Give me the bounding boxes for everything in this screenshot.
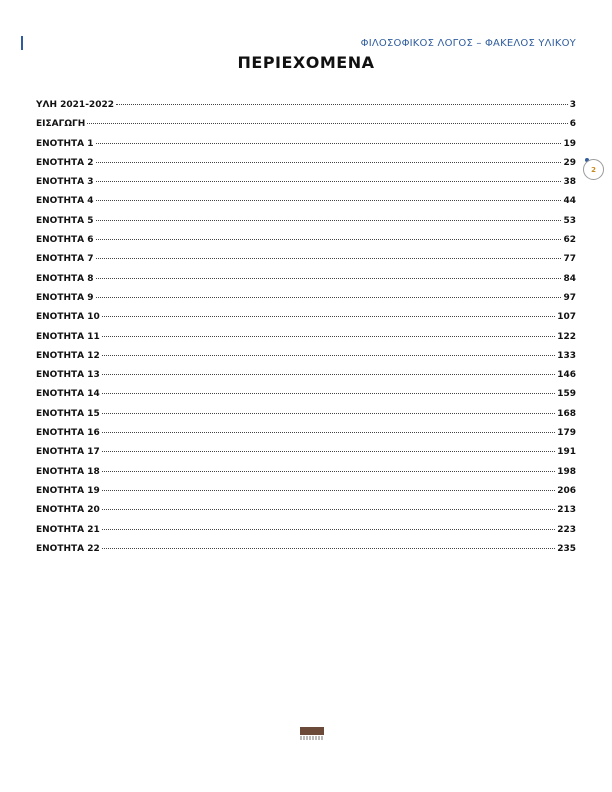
dot-leader xyxy=(102,374,555,375)
publisher-logo-icon xyxy=(300,727,324,740)
toc-entry-page: 38 xyxy=(563,177,576,188)
dot-leader xyxy=(102,490,555,491)
toc-entry-page: 97 xyxy=(563,292,576,303)
toc-entry-page: 84 xyxy=(563,273,576,284)
dot-leader xyxy=(102,355,555,356)
dot-leader xyxy=(116,104,568,105)
toc-entry-label: ΥΛΗ 2021-2022 xyxy=(36,100,114,110)
dot-leader xyxy=(102,413,555,414)
toc-entry[interactable] xyxy=(36,544,576,563)
toc-entry-label: ΕΝΟΤΗΤΑ 18 xyxy=(36,466,100,477)
toc-entry[interactable] xyxy=(36,158,576,177)
toc-entry[interactable] xyxy=(36,293,576,312)
dot-leader xyxy=(96,258,562,259)
toc-entry-page: 19 xyxy=(563,138,576,149)
toc-entry[interactable] xyxy=(36,254,576,273)
toc-entry[interactable] xyxy=(36,177,576,196)
toc-entry[interactable] xyxy=(36,332,576,351)
dot-leader xyxy=(102,509,555,510)
toc-entry[interactable] xyxy=(36,447,576,466)
toc-entry-page: 107 xyxy=(557,312,576,323)
toc-entry-label: ΕΝΟΤΗΤΑ 7 xyxy=(36,254,94,265)
toc-entry[interactable] xyxy=(36,486,576,505)
toc-entry-page: 6 xyxy=(569,119,576,130)
dot-leader xyxy=(96,239,562,240)
toc-entry-page: 235 xyxy=(557,543,576,554)
toc-entry-label: ΕΙΣΑΓΩΓΗ xyxy=(36,119,86,130)
toc-entry-page: 77 xyxy=(563,254,576,265)
dot-leader xyxy=(102,432,555,433)
toc-entry-page: 223 xyxy=(557,524,576,535)
toc-entry-page: 168 xyxy=(557,408,576,419)
dot-leader xyxy=(102,471,555,472)
toc-entry[interactable] xyxy=(36,235,576,254)
toc-entry[interactable] xyxy=(36,525,576,544)
table-of-contents xyxy=(36,100,576,563)
toc-entry[interactable] xyxy=(36,351,576,370)
toc-entry-page: 198 xyxy=(557,466,576,477)
toc-entry-label: ΕΝΟΤΗΤΑ 19 xyxy=(36,485,100,496)
dot-leader xyxy=(96,297,562,298)
toc-entry-label: ΕΝΟΤΗΤΑ 17 xyxy=(36,447,100,458)
toc-entry-label: ΕΝΟΤΗΤΑ 13 xyxy=(36,370,100,381)
dot-leader xyxy=(102,393,555,394)
toc-entry-label: ΕΝΟΤΗΤΑ 9 xyxy=(36,292,94,303)
toc-entry-page: 53 xyxy=(563,215,576,226)
toc-entry-label: ΕΝΟΤΗΤΑ 6 xyxy=(36,235,94,246)
toc-entry-page: 62 xyxy=(563,235,576,246)
toc-entry[interactable] xyxy=(36,389,576,408)
toc-entry-label: ΕΝΟΤΗΤΑ 21 xyxy=(36,524,100,535)
margin-accent-bar xyxy=(21,36,23,50)
toc-entry[interactable] xyxy=(36,216,576,235)
toc-entry-label: ΕΝΟΤΗΤΑ 3 xyxy=(36,177,94,188)
toc-entry-page: 133 xyxy=(557,350,576,361)
toc-entry-label: ΕΝΟΤΗΤΑ 10 xyxy=(36,312,100,323)
toc-entry-label: ΕΝΟΤΗΤΑ 14 xyxy=(36,389,100,400)
toc-entry-label: ΕΝΟΤΗΤΑ 20 xyxy=(36,505,100,516)
toc-entry-label: ΕΝΟΤΗΤΑ 15 xyxy=(36,408,100,419)
dot-leader xyxy=(102,316,555,317)
toc-entry[interactable] xyxy=(36,370,576,389)
toc-entry[interactable] xyxy=(36,139,576,158)
dot-leader xyxy=(96,143,562,144)
toc-entry-page: 213 xyxy=(557,505,576,516)
dot-leader xyxy=(96,200,562,201)
dot-leader xyxy=(96,162,562,163)
logo-mark-icon xyxy=(300,727,324,735)
toc-entry-page: 146 xyxy=(557,370,576,381)
toc-entry[interactable] xyxy=(36,196,576,215)
toc-entry-page: 206 xyxy=(557,485,576,496)
dot-leader xyxy=(102,548,555,549)
dot-leader xyxy=(102,529,555,530)
toc-entry[interactable] xyxy=(36,428,576,447)
toc-entry-label: ΕΝΟΤΗΤΑ 12 xyxy=(36,350,100,361)
toc-entry[interactable] xyxy=(36,312,576,331)
toc-entry-page: 29 xyxy=(563,157,576,168)
toc-entry-page: 159 xyxy=(557,389,576,400)
toc-entry-label: ΕΝΟΤΗΤΑ 2 xyxy=(36,157,94,168)
toc-entry-label: ΕΝΟΤΗΤΑ 4 xyxy=(36,196,94,207)
toc-entry-label: ΕΝΟΤΗΤΑ 11 xyxy=(36,331,100,342)
toc-entry-label: ΕΝΟΤΗΤΑ 5 xyxy=(36,215,94,226)
toc-entry[interactable] xyxy=(36,274,576,293)
toc-entry-label: ΕΝΟΤΗΤΑ 22 xyxy=(36,543,100,554)
toc-entry-page: 191 xyxy=(557,447,576,458)
running-header: ΦΙΛΟΣΟΦΙΚΟΣ ΛΟΓΟΣ – ΦΑΚΕΛΟΣ ΥΛΙΚΟΥ xyxy=(360,38,576,49)
toc-entry[interactable] xyxy=(36,409,576,428)
toc-entry-page: 179 xyxy=(557,428,576,439)
toc-entry-label: ΕΝΟΤΗΤΑ 16 xyxy=(36,428,100,439)
dot-leader xyxy=(87,123,567,124)
dot-leader xyxy=(96,220,562,221)
toc-entry[interactable] xyxy=(36,467,576,486)
toc-entry-page: 44 xyxy=(563,196,576,207)
page-title: ΠΕΡΙΕΧΟΜΕΝΑ xyxy=(237,53,375,72)
dot-leader xyxy=(96,181,562,182)
toc-entry-label: ΕΝΟΤΗΤΑ 1 xyxy=(36,138,94,149)
toc-entry-page: 122 xyxy=(557,331,576,342)
toc-entry-page: 3 xyxy=(569,100,576,110)
toc-entry[interactable] xyxy=(36,100,576,119)
toc-entry[interactable] xyxy=(36,505,576,524)
toc-entry[interactable] xyxy=(36,119,576,138)
dot-leader xyxy=(102,336,555,337)
page-number-badge: 2 xyxy=(583,159,604,180)
dot-leader xyxy=(96,278,562,279)
toc-entry-label: ΕΝΟΤΗΤΑ 8 xyxy=(36,273,94,284)
logo-subline-icon xyxy=(300,736,324,740)
dot-leader xyxy=(102,451,555,452)
